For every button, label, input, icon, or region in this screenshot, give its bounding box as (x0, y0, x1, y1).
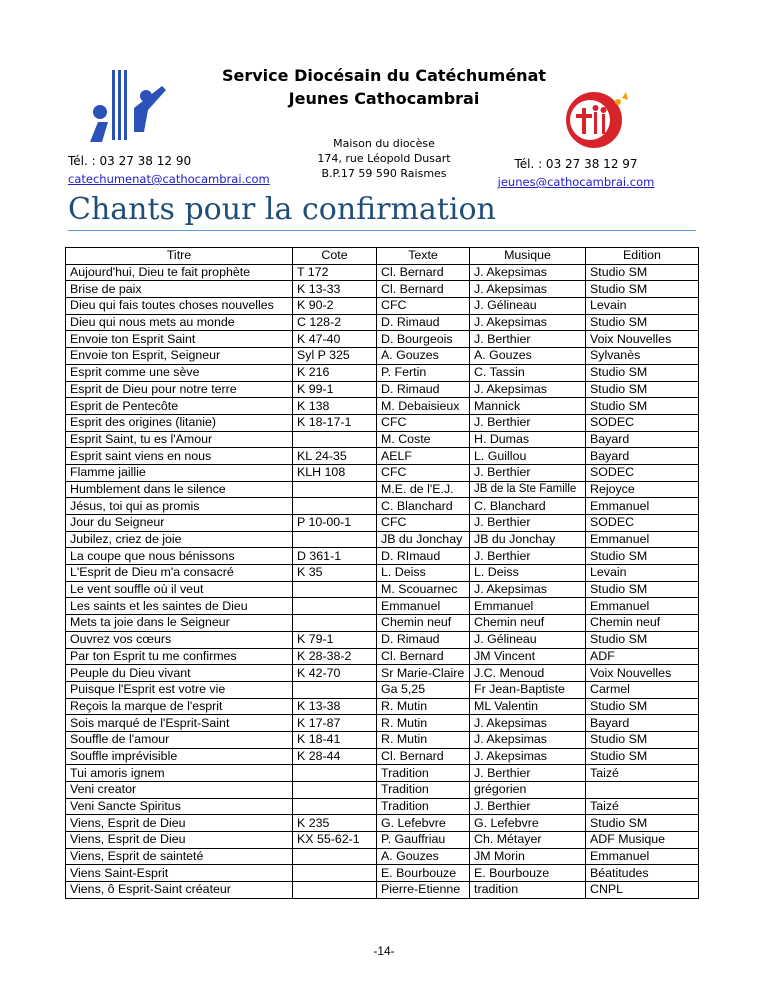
cell-texte: CFC (377, 515, 470, 532)
cell-musique: ML Valentin (470, 698, 586, 715)
cell-titre: Souffle de l'amour (66, 731, 293, 748)
cell-edition: SODEC (586, 515, 699, 532)
cell-cote: K 35 (293, 565, 377, 582)
table-row (66, 615, 699, 632)
cell-texte: M. Debaisieux (377, 398, 470, 415)
cell-musique: J. Berthier (470, 515, 586, 532)
cell-musique: J. Gélineau (470, 298, 586, 315)
page-number: -14- (373, 944, 395, 958)
cell-musique: C. Blanchard (470, 498, 586, 515)
table-row (66, 782, 699, 799)
cell-texte: CFC (377, 464, 470, 481)
cell-cote: K 28-38-2 (293, 648, 377, 665)
cell-edition: Studio SM (586, 314, 699, 331)
table-row (66, 314, 699, 331)
cell-texte: Cl. Bernard (377, 264, 470, 281)
cell-cote: K 18-41 (293, 731, 377, 748)
cell-edition: Béatitudes (586, 865, 699, 882)
table-row (66, 848, 699, 865)
cell-cote: K 13-33 (293, 281, 377, 298)
cell-titre: Esprit des origines (litanie) (66, 414, 293, 431)
cell-cote: KL 24-35 (293, 448, 377, 465)
table-row (66, 398, 699, 415)
table-row (66, 882, 699, 899)
cell-edition: Voix Nouvelles (586, 331, 699, 348)
cell-musique: J. Akepsimas (470, 581, 586, 598)
cell-musique: tradition (470, 882, 586, 899)
org-name: Service Diocésain du Catéchuménat (221, 66, 547, 85)
cell-musique: H. Dumas (470, 431, 586, 448)
table-row (66, 281, 699, 298)
table-row (66, 481, 699, 498)
cell-texte: Cl. Bernard (377, 748, 470, 765)
cell-edition: Studio SM (586, 548, 699, 565)
cell-titre: Envoie ton Esprit, Seigneur (66, 348, 293, 365)
title-rule (68, 230, 696, 231)
table-row (66, 298, 699, 315)
cell-musique: C. Tassin (470, 364, 586, 381)
cell-edition: Studio SM (586, 631, 699, 648)
cell-musique: G. Lefebvre (470, 815, 586, 832)
cell-edition: Taizé (586, 765, 699, 782)
cell-cote: K 90-2 (293, 298, 377, 315)
cell-cote: K 13-38 (293, 698, 377, 715)
cell-edition: Studio SM (586, 731, 699, 748)
cell-titre: Esprit saint viens en nous (66, 448, 293, 465)
table-row (66, 548, 699, 565)
cell-texte: Cl. Bernard (377, 648, 470, 665)
table-row (66, 414, 699, 431)
cell-titre: Viens, Esprit de sainteté (66, 848, 293, 865)
table-row (66, 431, 699, 448)
cell-musique: J.C. Menoud (470, 665, 586, 682)
cell-cote: K 47-40 (293, 331, 377, 348)
cell-texte: L. Deiss (377, 565, 470, 582)
address-line-3: B.P.17 59 590 Raismes (321, 167, 447, 180)
table-row (66, 381, 699, 398)
cell-texte: E. Bourbouze (377, 865, 470, 882)
cell-edition: Emmanuel (586, 598, 699, 615)
cell-titre: Viens Saint-Esprit (66, 865, 293, 882)
cell-titre: Les saints et les saintes de Dieu (66, 598, 293, 615)
cell-edition: Rejoyce (586, 481, 699, 498)
cell-musique: J. Gélineau (470, 631, 586, 648)
table-row (66, 815, 699, 832)
table-row (66, 331, 699, 348)
cell-cote (293, 431, 377, 448)
cell-texte: Cl. Bernard (377, 281, 470, 298)
header-texte: Texte (377, 248, 470, 265)
cell-musique: JB de la Ste Famille (470, 481, 586, 498)
cell-texte: R. Mutin (377, 715, 470, 732)
cell-cote (293, 615, 377, 632)
cell-titre: Reçois la marque de l'esprit (66, 698, 293, 715)
cell-texte: R. Mutin (377, 731, 470, 748)
table-row (66, 364, 699, 381)
cell-titre: Humblement dans le silence (66, 481, 293, 498)
cell-edition: Taizé (586, 798, 699, 815)
table-row (66, 531, 699, 548)
cell-cote (293, 498, 377, 515)
cell-titre: Sois marqué de l'Esprit-Saint (66, 715, 293, 732)
table-row (66, 665, 699, 682)
cell-cote (293, 765, 377, 782)
cell-musique: Fr Jean-Baptiste (470, 681, 586, 698)
cell-cote (293, 865, 377, 882)
cell-titre: Mets ta joie dans le Seigneur (66, 615, 293, 632)
cell-edition: Studio SM (586, 381, 699, 398)
cell-musique: L. Deiss (470, 565, 586, 582)
cell-edition: Studio SM (586, 264, 699, 281)
cell-musique: J. Berthier (470, 798, 586, 815)
cell-titre: Viens, Esprit de Dieu (66, 832, 293, 849)
cell-musique: J. Akepsimas (470, 281, 586, 298)
cell-edition: Bayard (586, 431, 699, 448)
cell-texte: D. Rimaud (377, 314, 470, 331)
right-email-link[interactable]: jeunes@cathocambrai.com (497, 175, 655, 189)
cell-musique: J. Berthier (470, 331, 586, 348)
cell-texte: JB du Jonchay (377, 531, 470, 548)
cell-cote: K 42-70 (293, 665, 377, 682)
cell-texte: Chemin neuf (377, 615, 470, 632)
cell-titre: Souffle imprévisible (66, 748, 293, 765)
table-row (66, 448, 699, 465)
header-musique: Musique (470, 248, 586, 265)
cell-texte: M. Coste (377, 431, 470, 448)
cell-cote (293, 882, 377, 899)
cell-edition: ADF Musique (586, 832, 699, 849)
cell-cote: P 10-00-1 (293, 515, 377, 532)
org-subname: Jeunes Cathocambrai (288, 89, 480, 108)
cell-edition: Emmanuel (586, 848, 699, 865)
cell-edition: Studio SM (586, 364, 699, 381)
address-line-2: 174, rue Léopold Dusart (317, 152, 451, 165)
cell-titre: Peuple du Dieu vivant (66, 665, 293, 682)
table-row (66, 698, 699, 715)
table-row (66, 798, 699, 815)
cell-edition: Studio SM (586, 398, 699, 415)
cell-texte: D. RImaud (377, 548, 470, 565)
cell-cote: KX 55-62-1 (293, 832, 377, 849)
cell-texte: CFC (377, 298, 470, 315)
cell-cote (293, 481, 377, 498)
cell-edition: Bayard (586, 715, 699, 732)
songs-table (65, 247, 699, 899)
table-header-row (66, 248, 699, 265)
cell-musique: J. Berthier (470, 765, 586, 782)
cell-texte: Emmanuel (377, 598, 470, 615)
cell-edition: Studio SM (586, 698, 699, 715)
cell-musique: JM Vincent (470, 648, 586, 665)
table-row (66, 731, 699, 748)
cell-titre: Dieu qui fais toutes choses nouvelles (66, 298, 293, 315)
cell-edition: ADF (586, 648, 699, 665)
cell-cote (293, 782, 377, 799)
cell-titre: Ouvrez vos cœurs (66, 631, 293, 648)
cell-cote: K 216 (293, 364, 377, 381)
cell-cote: K 138 (293, 398, 377, 415)
cell-texte: D. Rimaud (377, 631, 470, 648)
cell-musique: J. Berthier (470, 548, 586, 565)
cell-titre: Veni Sancte Spiritus (66, 798, 293, 815)
cell-cote: K 18-17-1 (293, 414, 377, 431)
cell-texte: A. Gouzes (377, 348, 470, 365)
cell-edition: SODEC (586, 414, 699, 431)
header-titre: Titre (66, 248, 293, 265)
cell-titre: Esprit de Dieu pour notre terre (66, 381, 293, 398)
cell-musique: Ch. Métayer (470, 832, 586, 849)
cell-edition: Studio SM (586, 281, 699, 298)
cell-cote: KLH 108 (293, 464, 377, 481)
table-row (66, 581, 699, 598)
table-row (66, 681, 699, 698)
table-row (66, 865, 699, 882)
left-phone: Tél. : 03 27 38 12 90 (68, 154, 192, 168)
cell-edition: Levain (586, 565, 699, 582)
cell-musique: J. Berthier (470, 414, 586, 431)
left-email-link[interactable]: catechumenat@cathocambrai.com (68, 172, 270, 186)
table-row (66, 348, 699, 365)
cell-edition: Bayard (586, 448, 699, 465)
cell-cote (293, 848, 377, 865)
cell-titre: Jour du Seigneur (66, 515, 293, 532)
cell-texte: M.E. de l'E.J. (377, 481, 470, 498)
cell-texte: Pierre-Etienne (377, 882, 470, 899)
cell-titre: La coupe que nous bénissons (66, 548, 293, 565)
cell-musique: Chemin neuf (470, 615, 586, 632)
cell-texte: Tradition (377, 782, 470, 799)
cell-cote (293, 681, 377, 698)
cell-cote: K 99-1 (293, 381, 377, 398)
cell-cote: K 28-44 (293, 748, 377, 765)
cell-texte: M. Scouarnec (377, 581, 470, 598)
cell-titre: Le vent souffle où il veut (66, 581, 293, 598)
cell-titre: Esprit Saint, tu es l'Amour (66, 431, 293, 448)
cell-musique: J. Berthier (470, 464, 586, 481)
cell-cote (293, 581, 377, 598)
cell-titre: Par ton Esprit tu me confirmes (66, 648, 293, 665)
cell-texte: R. Mutin (377, 698, 470, 715)
cell-cote (293, 798, 377, 815)
table-row (66, 765, 699, 782)
cell-edition: Levain (586, 298, 699, 315)
cell-musique: Mannick (470, 398, 586, 415)
cell-titre: Dieu qui nous mets au monde (66, 314, 293, 331)
cell-titre: Esprit de Pentecôte (66, 398, 293, 415)
cell-edition: Voix Nouvelles (586, 665, 699, 682)
table-row (66, 498, 699, 515)
table-row (66, 264, 699, 281)
cell-edition: Studio SM (586, 815, 699, 832)
table-row (66, 832, 699, 849)
table-row (66, 464, 699, 481)
table-row (66, 631, 699, 648)
cell-titre: Puisque l'Esprit est votre vie (66, 681, 293, 698)
cell-texte: D. Bourgeois (377, 331, 470, 348)
cell-edition: Sylvanès (586, 348, 699, 365)
cell-texte: Ga 5,25 (377, 681, 470, 698)
cell-musique: J. Akepsimas (470, 264, 586, 281)
cell-texte: P. Fertin (377, 364, 470, 381)
cell-edition: Emmanuel (586, 531, 699, 548)
cell-titre: Envoie ton Esprit Saint (66, 331, 293, 348)
table-row (66, 565, 699, 582)
cell-musique: Emmanuel (470, 598, 586, 615)
table-row (66, 515, 699, 532)
cell-cote (293, 598, 377, 615)
right-phone: Tél. : 03 27 38 12 97 (514, 157, 638, 171)
header-edition: Edition (586, 248, 699, 265)
cell-cote: C 128-2 (293, 314, 377, 331)
cell-texte: P. Gauffriau (377, 832, 470, 849)
cell-cote (293, 531, 377, 548)
cell-titre: Viens, Esprit de Dieu (66, 815, 293, 832)
cell-texte: A. Gouzes (377, 848, 470, 865)
header-cote: Cote (293, 248, 377, 265)
cell-texte: AELF (377, 448, 470, 465)
cell-texte: Sr Marie-Claire (377, 665, 470, 682)
cell-titre: Esprit comme une sève (66, 364, 293, 381)
cell-cote: K 235 (293, 815, 377, 832)
cell-texte: C. Blanchard (377, 498, 470, 515)
table-row (66, 748, 699, 765)
cell-titre: Brise de paix (66, 281, 293, 298)
cell-texte: G. Lefebvre (377, 815, 470, 832)
cell-musique: grégorien (470, 782, 586, 799)
cell-musique: A. Gouzes (470, 348, 586, 365)
page-title: Chants pour la confirmation (68, 192, 496, 227)
cell-cote: D 361-1 (293, 548, 377, 565)
cell-musique: E. Bourbouze (470, 865, 586, 882)
table-row (66, 715, 699, 732)
cell-cote: K 79-1 (293, 631, 377, 648)
cell-edition: Emmanuel (586, 498, 699, 515)
cell-cote: T 172 (293, 264, 377, 281)
address-line-1: Maison du diocèse (333, 137, 435, 150)
cell-titre: Jubilez, criez de joie (66, 531, 293, 548)
cell-texte: Tradition (377, 765, 470, 782)
cell-titre: Aujourd'hui, Dieu te fait prophète (66, 264, 293, 281)
cell-musique: J. Akepsimas (470, 314, 586, 331)
cell-titre: L'Esprit de Dieu m'a consacré (66, 565, 293, 582)
cell-edition: Carmel (586, 681, 699, 698)
cell-titre: Flamme jaillie (66, 464, 293, 481)
cell-musique: J. Akepsimas (470, 748, 586, 765)
table-row (66, 648, 699, 665)
cell-musique: L. Guillou (470, 448, 586, 465)
cell-musique: JM Morin (470, 848, 586, 865)
cell-edition: Studio SM (586, 581, 699, 598)
cell-cote: K 17-87 (293, 715, 377, 732)
cell-edition: CNPL (586, 882, 699, 899)
table-row (66, 598, 699, 615)
cell-edition: SODEC (586, 464, 699, 481)
cell-texte: D. Rimaud (377, 381, 470, 398)
cell-musique: JB du Jonchay (470, 531, 586, 548)
cell-edition: Chemin neuf (586, 615, 699, 632)
cell-edition (586, 782, 699, 799)
cell-musique: J. Akepsimas (470, 731, 586, 748)
cell-musique: J. Akepsimas (470, 381, 586, 398)
cell-titre: Veni creator (66, 782, 293, 799)
cell-cote: Syl P 325 (293, 348, 377, 365)
cell-texte: Tradition (377, 798, 470, 815)
cell-titre: Tui amoris ignem (66, 765, 293, 782)
cell-titre: Viens, ô Esprit-Saint créateur (66, 882, 293, 899)
cell-texte: CFC (377, 414, 470, 431)
cell-edition: Studio SM (586, 748, 699, 765)
cell-titre: Jésus, toi qui as promis (66, 498, 293, 515)
cell-musique: J. Akepsimas (470, 715, 586, 732)
